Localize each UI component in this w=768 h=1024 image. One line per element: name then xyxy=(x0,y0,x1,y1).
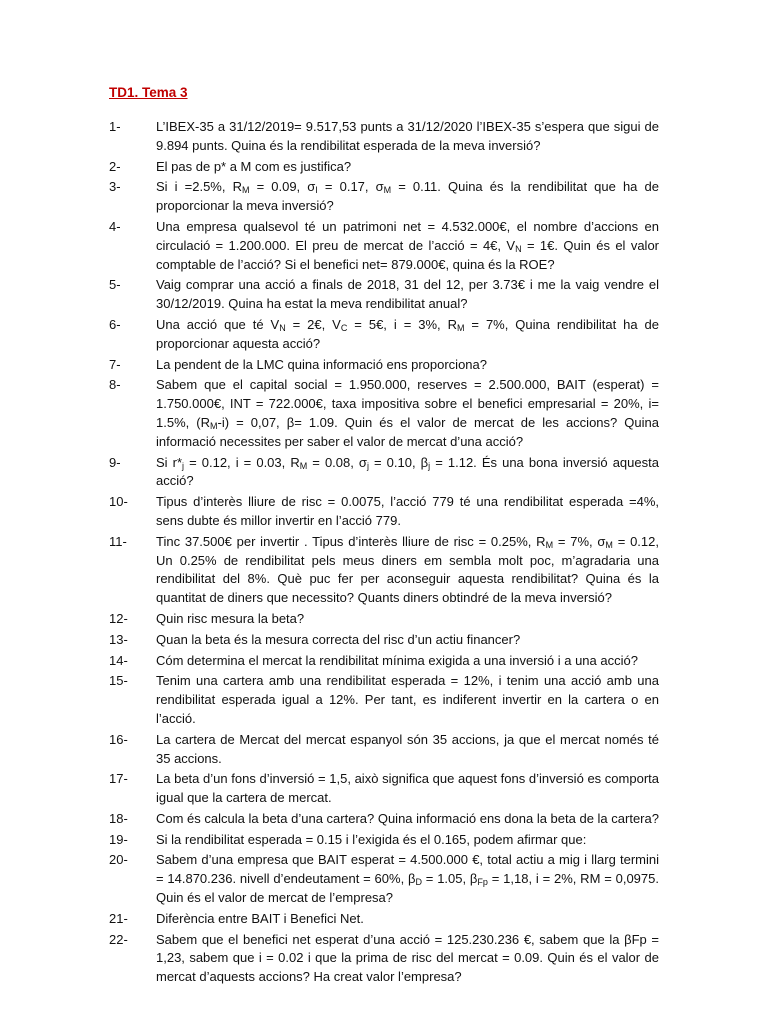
question-number: 14- xyxy=(109,652,128,668)
question-text: El pas de p* a M com es justifica? xyxy=(156,158,352,174)
question-number: 17- xyxy=(109,771,128,787)
question-item xyxy=(109,118,659,156)
question-item xyxy=(109,533,659,608)
question-item xyxy=(109,831,659,850)
question-text: Sabem que el benefici net esperat d’una acció = 125.230.236 €, sabem que la βFp = 1,23, sabem que i = 0.02 i que la prima de risc del mercat = 0.09. Quin és el valor de mercat d’aquests accions? Ha creat valor l’empresa? xyxy=(156,931,659,985)
document-title: TD1. Tema 3 xyxy=(109,85,188,100)
question-item xyxy=(109,218,659,274)
question-item xyxy=(109,810,659,829)
question-text: Una acció que té $V_N$ = 2€, $V_C$ = 5€, i = 3%, $R_M = 7\%$, Quina rendibilitat ha de proporcionar aquesta acció? xyxy=(156,316,659,351)
question-number: 15- xyxy=(109,673,128,689)
question-number: 20- xyxy=(109,852,128,868)
question-item xyxy=(109,356,659,375)
question-number: 18- xyxy=(109,810,128,826)
question-text: La pendent de la LMC quina informació ens proporciona? xyxy=(156,356,487,372)
question-text: La beta d’un fons d’inversió = 1,5, això significa que aquest fons d’inversió es comporta igual que la cartera de mercat. xyxy=(156,771,659,806)
question-number: 13- xyxy=(109,631,128,647)
question-number: 12- xyxy=(109,610,128,626)
question-number: 11- xyxy=(109,533,127,549)
question-number: 22- xyxy=(109,931,128,947)
question-text: Sabem que el capital social = 1.950.000, reserves = 2.500.000, BAIT (esperat) = 1.750.000€, INT = 722.000€, taxa impositiva sobre el benefici empresarial = 20%, i= 1.5%, $(R_M-i) = 0,07$, β= 1.09. Quin és el valor de mercat de les accions? Quina informació necessites per saber el valor de mercat d’una acció? xyxy=(156,377,659,449)
question-item xyxy=(109,731,659,769)
question-item xyxy=(109,631,659,650)
question-number: 9- xyxy=(109,454,121,470)
question-text: La cartera de Mercat del mercat espanyol són 35 accions, ja que el mercat només té 35 accions. xyxy=(156,731,659,766)
question-text: Sabem d’una empresa que BAIT esperat = 4.500.000 €, total actiu a mig i llarg termini = 14.870.236. nivell d’endeutament = 60%, $\beta_D = 1.05$, $\beta_{Fp} = 1,18$, i = 2%, RM = 0,0975. Quin és el valor de mercat de l’empresa? xyxy=(156,852,659,906)
question-text: Si la rendibilitat esperada = 0.15 i l’exigida és el 0.165, podem afirmar que: xyxy=(156,831,587,847)
question-item xyxy=(109,672,659,728)
question-text: Diferència entre BAIT i Benefici Net. xyxy=(156,910,364,926)
question-number: 4- xyxy=(109,218,121,234)
question-text: Cóm determina el mercat la rendibilitat mínima exigida a una inversió i a una acció? xyxy=(156,652,638,668)
question-number: 10- xyxy=(109,494,128,510)
question-text: Una empresa qualsevol té un patrimoni net = 4.532.000€, el nombre d’accions en circulació = 1.200.000. El preu de mercat de l’acció = 4€, $V_N$ = 1€. Quin és el valor comptable de l’acció? Si el benefici net= 879.000€, quina és la ROE? xyxy=(156,218,659,272)
question-item xyxy=(109,610,659,629)
question-number: 1- xyxy=(109,119,121,134)
question-text: Tenim una cartera amb una rendibilitat esperada = 12%, i tenim una acció amb una rendibilitat esperada igual a 12%. Per tant, es indiferent invertir en la cartera o en l’acció. xyxy=(156,673,659,726)
question-text: Quan la beta és la mesura correcta del risc d’un actiu financer? xyxy=(156,631,521,647)
question-item xyxy=(109,910,659,929)
question-number: 2- xyxy=(109,158,121,174)
question-item xyxy=(109,493,659,531)
question-item xyxy=(109,316,659,354)
question-item xyxy=(109,652,659,671)
question-item xyxy=(109,376,659,451)
question-item xyxy=(109,454,659,492)
question-item xyxy=(109,931,659,987)
question-number: 19- xyxy=(109,831,128,847)
question-number: 5- xyxy=(109,277,121,293)
question-text: Tinc 37.500€ per invertir . Tipus d’interès lliure de risc = 0.25%, $R_M = 7\%$, $\sigma_M = 0.12$, Un 0.25% de rendibilitat pels meus diners em sembla molt poc, m’agradaria una rendibilitat del 8%. Què puc fer per aconseguir aquesta rendibilitat? Quina és la quantitat de diners que necessito? Quants diners obtindré de la meva inversió? xyxy=(156,533,659,606)
question-text: Tipus d’interès lliure de risc = 0.0075, l’acció 779 té una rendibilitat esperada =4%, sens dubte és millor invertir en l’acció 779. xyxy=(156,494,659,528)
question-text: L’IBEX-35 a 31/12/2019= 9.517,53 punts a 31/12/2020 l’IBEX-35 s’espera que sigui de 9.894 punts. Quina és la rendibilitat esperada de la meva inversió? xyxy=(156,119,659,153)
question-item xyxy=(109,158,659,177)
question-item xyxy=(109,770,659,808)
question-text: Quin risc mesura la beta? xyxy=(156,610,305,626)
question-item xyxy=(109,276,659,314)
question-text: Si $r*_j = 0.12$, i = 0.03, $R_M = 0.08$, $\sigma_j = 0.10$, $\beta_j = 1.12$. És una bona inversió aquesta acció? xyxy=(156,454,659,489)
question-item xyxy=(109,178,659,216)
question-number: 16- xyxy=(109,731,128,747)
question-text: Si i =2.5%, $R_M = 0.09$, $\sigma_I = 0.17$, $\sigma_M = 0.11$. Quina és la rendibilitat que ha de proporcionar la meva inversió? xyxy=(156,179,659,214)
question-text: Com és calcula la beta d’una cartera? Quina informació ens dona la beta de la cartera? xyxy=(156,810,659,826)
question-list xyxy=(109,118,659,989)
question-number: 3- xyxy=(109,179,121,195)
question-text: Vaig comprar una acció a finals de 2018, 31 del 12, per 3.73€ i me la vaig vendre el 30/12/2019. Quina ha estat la meva rendibilitat anual? xyxy=(156,277,659,312)
question-number: 7- xyxy=(109,356,121,372)
question-number: 6- xyxy=(109,316,121,332)
question-number: 8- xyxy=(109,377,121,393)
question-item xyxy=(109,851,659,907)
question-number: 21- xyxy=(109,910,128,926)
